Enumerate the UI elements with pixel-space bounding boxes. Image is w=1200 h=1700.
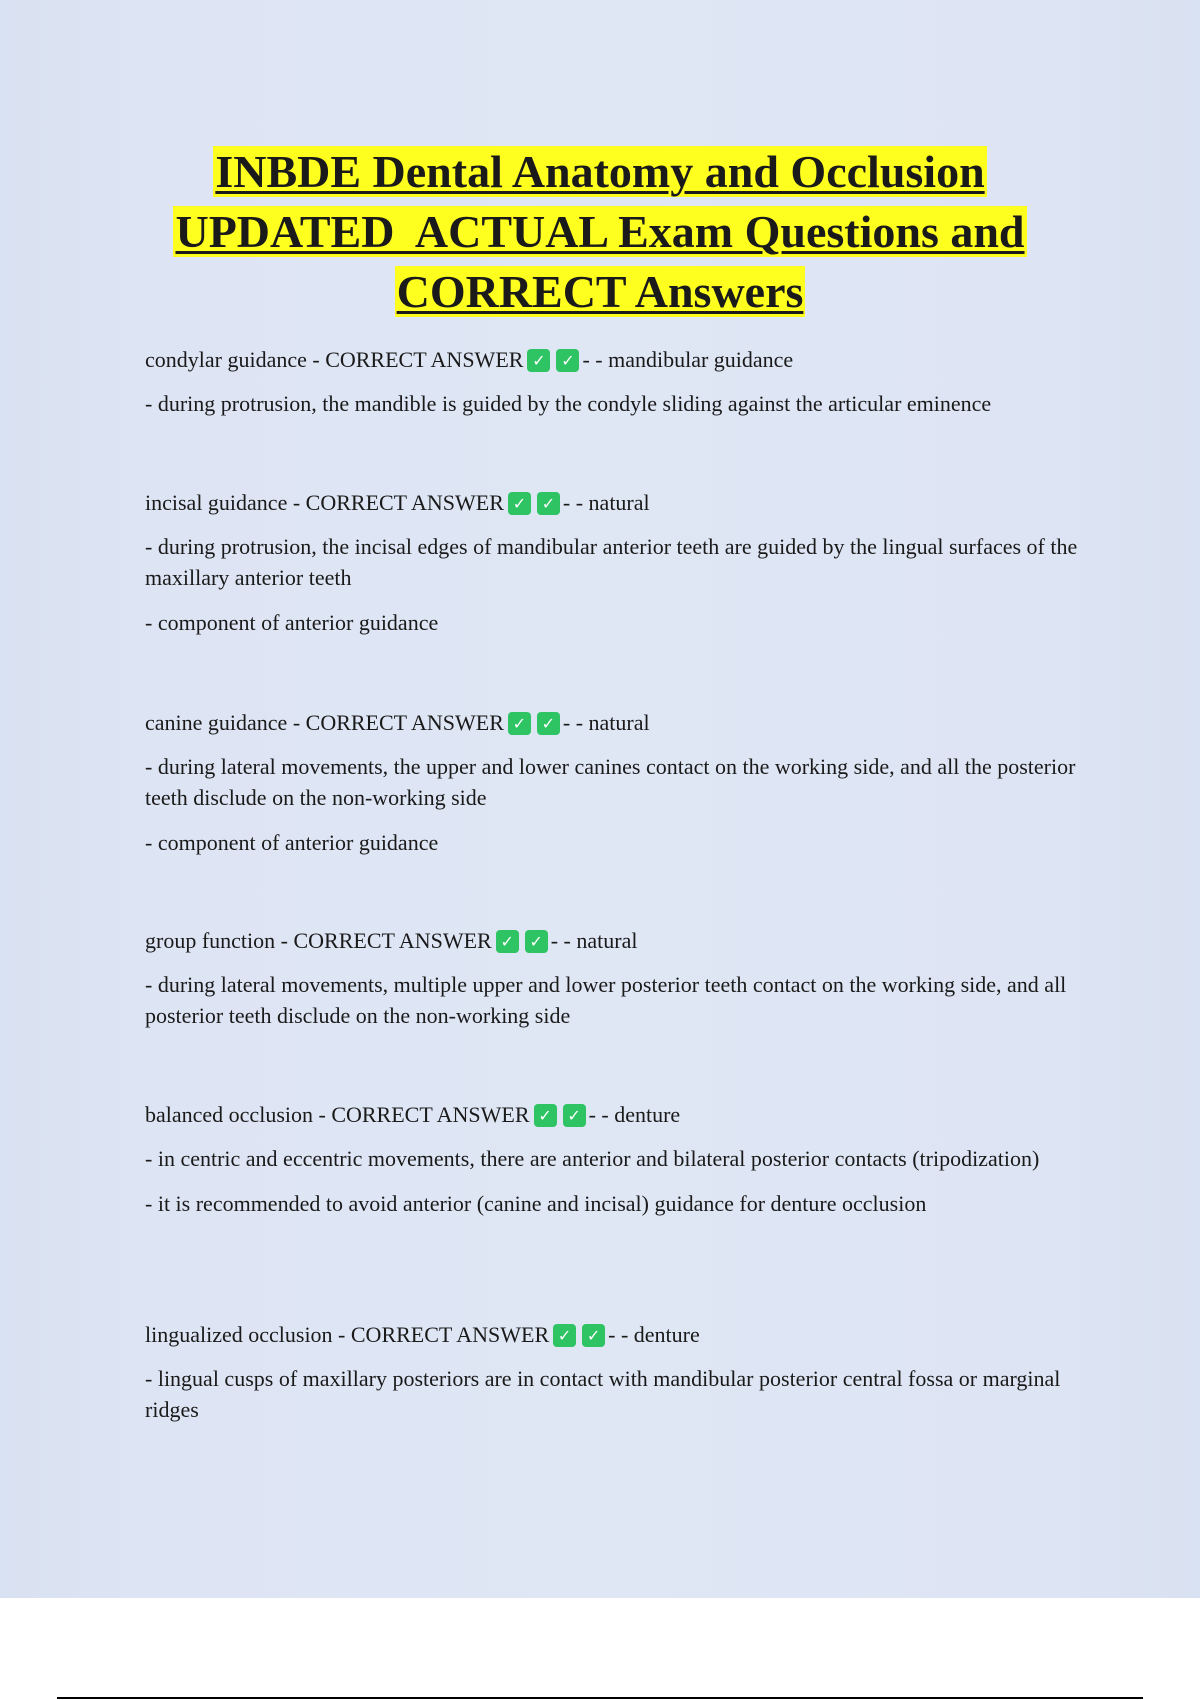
check-mark-icon: ✓ xyxy=(537,492,560,515)
check-mark-icon: ✓ xyxy=(534,1104,557,1127)
question-term: group function - CORRECT ANSWER xyxy=(145,928,492,953)
check-mark-icon: ✓ xyxy=(508,712,531,735)
answer-category: - - denture xyxy=(588,1102,681,1127)
question-term: balanced occlusion - CORRECT ANSWER xyxy=(145,1102,530,1127)
title-line: INBDE Dental Anatomy and Occlusion xyxy=(215,146,985,197)
check-mark-icon: ✓ xyxy=(525,930,548,953)
question-line xyxy=(145,927,1095,955)
question-line xyxy=(145,489,1095,517)
question-line xyxy=(145,1321,1095,1349)
check-mark-icon: ✓ xyxy=(537,712,560,735)
check-mark-icon: ✓ xyxy=(496,930,519,953)
answer-detail: - during protrusion, the incisal edges of mandibular anterior teeth are guided by the lingual surfaces of the maxillary anterior teeth xyxy=(145,534,1078,590)
question-line xyxy=(145,1101,1095,1129)
answer-detail: - lingual cusps of maxillary posteriors are in contact with mandibular posterior central fossa or marginal ridges xyxy=(145,1366,1061,1422)
answer-category: - - natural xyxy=(562,710,650,735)
question-term: condylar guidance - CORRECT ANSWER xyxy=(145,347,524,372)
qa-item xyxy=(145,709,1095,858)
footer-rule xyxy=(57,1697,1143,1699)
qa-item xyxy=(145,489,1095,638)
question-term: incisal guidance - CORRECT ANSWER xyxy=(145,490,504,515)
check-mark-icon: ✓ xyxy=(563,1104,586,1127)
answer-category: - - natural xyxy=(562,490,650,515)
answer-detail: - during lateral movements, multiple upper and lower posterior teeth contact on the working side, and all posterior teeth disclude on the non-working side xyxy=(145,972,1067,1028)
question-term: canine guidance - CORRECT ANSWER xyxy=(145,710,504,735)
question-line xyxy=(145,346,1095,374)
answer-detail: - in centric and eccentric movements, there are anterior and bilateral posterior contacts (tripodization) xyxy=(145,1146,1040,1171)
question-term: lingualized occlusion - CORRECT ANSWER xyxy=(145,1322,550,1347)
document-title xyxy=(60,142,1140,322)
answer-category: - - denture xyxy=(608,1322,700,1347)
title-line: CORRECT Answers xyxy=(396,266,804,317)
check-mark-icon: ✓ xyxy=(556,349,579,372)
title-line: UPDATED ACTUAL Exam Questions and xyxy=(175,206,1025,257)
qa-item xyxy=(145,1321,1095,1425)
answer-detail: - component of anterior guidance xyxy=(145,830,439,855)
answer-detail: - component of anterior guidance xyxy=(145,610,439,635)
check-mark-icon: ✓ xyxy=(527,349,550,372)
question-line xyxy=(145,709,1095,737)
check-mark-icon: ✓ xyxy=(508,492,531,515)
qa-item xyxy=(145,346,1095,419)
check-mark-icon: ✓ xyxy=(582,1324,605,1347)
answer-detail: - during lateral movements, the upper and lower canines contact on the working side, and all the posterior teeth disclude on the non-working side xyxy=(145,754,1076,810)
answer-category: - - natural xyxy=(550,928,638,953)
qa-item xyxy=(145,927,1095,1031)
qa-item xyxy=(145,1101,1095,1219)
answer-detail: - during protrusion, the mandible is guided by the condyle sliding against the articular eminence xyxy=(145,391,992,416)
answer-detail: - it is recommended to avoid anterior (canine and incisal) guidance for denture occlusion xyxy=(145,1191,927,1216)
check-mark-icon: ✓ xyxy=(553,1324,576,1347)
answer-category: - - mandibular guidance xyxy=(582,347,794,372)
